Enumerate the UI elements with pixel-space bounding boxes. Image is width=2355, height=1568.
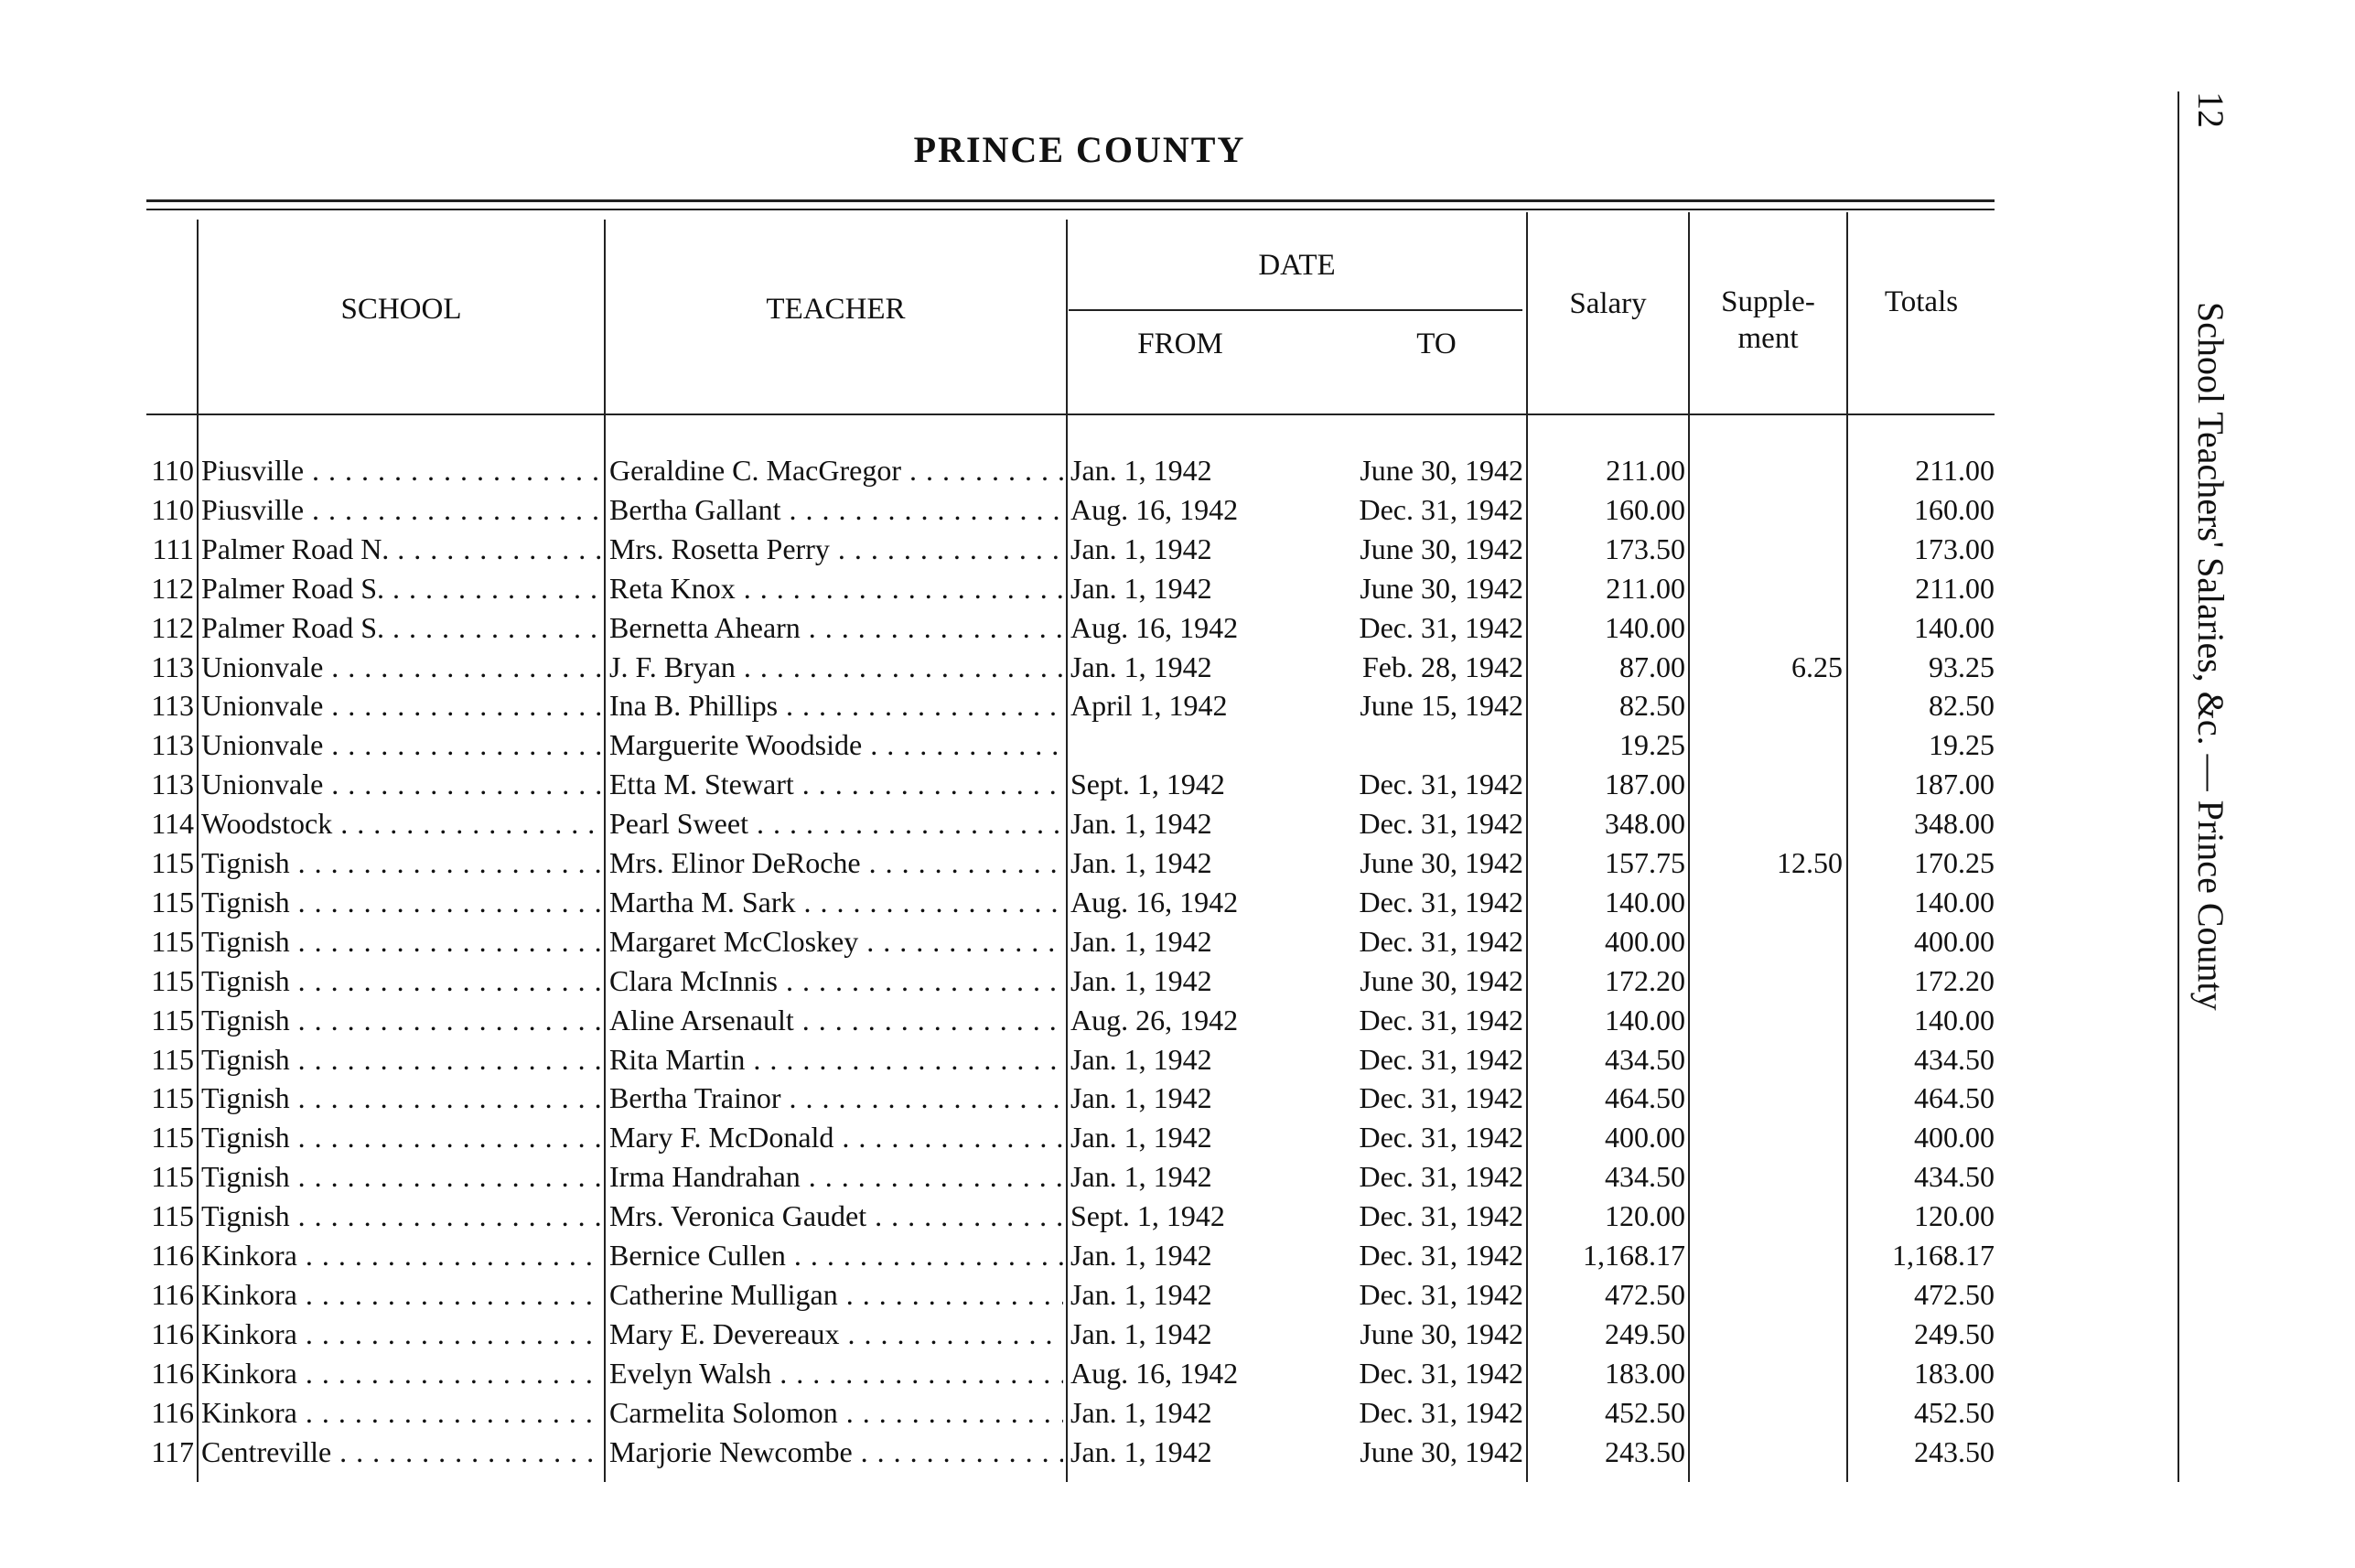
salary-value: 140.00	[1605, 610, 1685, 644]
date-to: Dec. 31, 1942	[1359, 1003, 1523, 1036]
school-number: 116	[151, 1395, 194, 1429]
teacher-name: Mrs. Veronica Gaudet . . .	[609, 1197, 1063, 1234]
salary-value: 19.25	[1619, 728, 1685, 762]
total-value: 400.00	[1914, 1121, 1995, 1155]
school-name: Kinkora . . .	[201, 1394, 602, 1431]
school-number: 116	[151, 1356, 194, 1390]
salary-value: 211.00	[1606, 454, 1685, 487]
school-name: Piusville . . .	[201, 452, 602, 489]
salary-value: 211.00	[1606, 571, 1685, 605]
salary-value: 464.50	[1605, 1081, 1685, 1115]
school-number: 115	[151, 1042, 194, 1076]
salary-value: 249.50	[1605, 1316, 1685, 1350]
col-rule-supplement	[1688, 212, 1690, 1482]
school-name: Kinkora . . .	[201, 1355, 602, 1391]
school-number: 115	[151, 924, 194, 958]
teacher-name: Carmelita Solomon . . .	[609, 1394, 1063, 1431]
date-to: Dec. 31, 1942	[1359, 1199, 1523, 1233]
school-number: 113	[151, 650, 194, 683]
school-number: 116	[151, 1316, 194, 1350]
teacher-name: Etta M. Stewart . . .	[609, 766, 1063, 802]
col-rule-salary	[1526, 212, 1528, 1482]
total-value: 452.50	[1914, 1395, 1995, 1429]
date-to: Feb. 28, 1942	[1362, 650, 1523, 683]
header-salary: Salary	[1569, 287, 1647, 320]
date-to: Dec. 31, 1942	[1359, 1160, 1523, 1194]
salary-value: 157.75	[1605, 846, 1685, 879]
date-to: June 30, 1942	[1360, 454, 1523, 487]
header-from: FROM	[1137, 328, 1223, 360]
top-rule	[146, 199, 1995, 202]
school-number: 115	[151, 963, 194, 997]
col-rule-date	[1066, 220, 1068, 1482]
salary-value: 243.50	[1605, 1434, 1685, 1468]
salary-value: 140.00	[1605, 1003, 1685, 1036]
total-value: 243.50	[1914, 1434, 1995, 1468]
school-name: Tignish . . .	[201, 923, 602, 960]
school-name: Kinkora . . .	[201, 1237, 602, 1273]
school-name: Tignish . . .	[201, 844, 602, 881]
salary-value: 348.00	[1605, 807, 1685, 841]
running-head	[2188, 91, 2232, 1011]
school-name: Unionvale . . .	[201, 726, 602, 763]
date-from: Sept. 1, 1942	[1070, 1199, 1225, 1233]
margin-rule	[2178, 91, 2179, 1482]
teacher-name: Bertha Gallant . . .	[609, 491, 1063, 528]
date-to: June 30, 1942	[1360, 1434, 1523, 1468]
total-value: 172.20	[1914, 963, 1995, 997]
salary-value: 434.50	[1605, 1160, 1685, 1194]
school-name: Tignish . . .	[201, 962, 602, 999]
date-to: June 15, 1942	[1360, 689, 1523, 723]
date-from: Jan. 1, 1942	[1070, 1121, 1212, 1155]
total-value: 140.00	[1914, 610, 1995, 644]
teacher-name: Irma Handrahan . . .	[609, 1158, 1063, 1195]
teacher-name: Clara McInnis . . .	[609, 962, 1063, 999]
teacher-name: Mary F. McDonald . . .	[609, 1119, 1063, 1155]
teacher-name: Mary E. Devereaux . . .	[609, 1316, 1063, 1352]
salary-value: 1,168.17	[1583, 1239, 1685, 1272]
total-value: 249.50	[1914, 1316, 1995, 1350]
salary-value: 400.00	[1605, 1121, 1685, 1155]
total-value: 400.00	[1914, 924, 1995, 958]
total-value: 19.25	[1929, 728, 1995, 762]
header-rule	[146, 413, 1995, 415]
total-value: 173.00	[1914, 532, 1995, 565]
salary-value: 120.00	[1605, 1199, 1685, 1233]
date-from: Jan. 1, 1942	[1070, 1316, 1212, 1350]
date-from: Jan. 1, 1942	[1070, 963, 1212, 997]
date-from: Jan. 1, 1942	[1070, 1081, 1212, 1115]
school-number: 110	[151, 492, 194, 526]
school-number: 111	[152, 532, 194, 565]
page-title: PRINCE COUNTY	[913, 129, 1246, 170]
school-name: Centreville . . .	[201, 1434, 602, 1470]
teacher-name: Aline Arsenault . . .	[609, 1002, 1063, 1038]
teacher-name: Marjorie Newcombe . . .	[609, 1434, 1063, 1470]
date-to: Dec. 31, 1942	[1359, 1121, 1523, 1155]
salary-value: 140.00	[1605, 885, 1685, 918]
school-name: Woodstock . . .	[201, 805, 602, 842]
date-to: Dec. 31, 1942	[1359, 768, 1523, 801]
header-to: TO	[1416, 328, 1457, 360]
teacher-name: Geraldine C. MacGregor . . .	[609, 452, 1063, 489]
teacher-name: Bernice Cullen . . .	[609, 1237, 1063, 1273]
school-name: Tignish . . .	[201, 1197, 602, 1234]
total-value: 187.00	[1914, 768, 1995, 801]
school-name: Unionvale . . .	[201, 649, 602, 685]
total-value: 170.25	[1914, 846, 1995, 879]
date-from: Jan. 1, 1942	[1070, 924, 1212, 958]
teacher-name: Evelyn Walsh . . .	[609, 1355, 1063, 1391]
school-number: 113	[151, 768, 194, 801]
date-to: June 30, 1942	[1360, 1316, 1523, 1350]
date-from: Jan. 1, 1942	[1070, 807, 1212, 841]
teacher-name: Ina B. Phillips . . .	[609, 687, 1063, 724]
school-number: 113	[151, 689, 194, 723]
header-school: SCHOOL	[340, 293, 462, 326]
school-name: Kinkora . . .	[201, 1276, 602, 1313]
school-name: Tignish . . .	[201, 1002, 602, 1038]
date-to: Dec. 31, 1942	[1359, 1356, 1523, 1390]
date-to: June 30, 1942	[1360, 571, 1523, 605]
running-head-text: School Teachers' Salaries, &c. — Prince County	[2190, 302, 2231, 1011]
date-from: Jan. 1, 1942	[1070, 571, 1212, 605]
header-supplement-line1: Supple-	[1721, 285, 1815, 318]
date-from: Jan. 1, 1942	[1070, 1160, 1212, 1194]
date-from: Jan. 1, 1942	[1070, 454, 1212, 487]
salary-value: 160.00	[1605, 492, 1685, 526]
date-from: Aug. 16, 1942	[1070, 610, 1239, 644]
school-number: 117	[151, 1434, 194, 1468]
teacher-name: Marguerite Woodside . . .	[609, 726, 1063, 763]
total-value: 472.50	[1914, 1277, 1995, 1311]
col-rule-totals	[1846, 212, 1848, 1482]
total-value: 160.00	[1914, 492, 1995, 526]
total-value: 464.50	[1914, 1081, 1995, 1115]
school-number: 116	[151, 1239, 194, 1272]
supplement-value: 6.25	[1791, 650, 1843, 683]
total-value: 120.00	[1914, 1199, 1995, 1233]
header-totals: Totals	[1884, 285, 1959, 318]
total-value: 1,168.17	[1892, 1239, 1995, 1272]
supplement-value: 12.50	[1777, 846, 1843, 879]
school-name: Tignish . . .	[201, 1041, 602, 1078]
date-to: Dec. 31, 1942	[1359, 610, 1523, 644]
teacher-name: Catherine Mulligan . . .	[609, 1276, 1063, 1313]
header-date: DATE	[1258, 249, 1336, 282]
teacher-name: Reta Knox . . .	[609, 570, 1063, 607]
header-teacher: TEACHER	[766, 293, 906, 326]
date-to: Dec. 31, 1942	[1359, 924, 1523, 958]
date-from: Jan. 1, 1942	[1070, 1434, 1212, 1468]
school-name: Unionvale . . .	[201, 687, 602, 724]
school-name: Tignish . . .	[201, 1079, 602, 1116]
date-to: Dec. 31, 1942	[1359, 1277, 1523, 1311]
school-name: Palmer Road N. . . .	[201, 531, 602, 567]
date-from: Aug. 16, 1942	[1070, 885, 1239, 918]
total-value: 434.50	[1914, 1160, 1995, 1194]
date-from: Jan. 1, 1942	[1070, 650, 1212, 683]
teacher-name: J. F. Bryan . . .	[609, 649, 1063, 685]
salary-value: 187.00	[1605, 768, 1685, 801]
salary-value: 87.00	[1619, 650, 1685, 683]
teacher-name: Margaret McCloskey . . .	[609, 923, 1063, 960]
school-name: Unionvale . . .	[201, 766, 602, 802]
date-from: Jan. 1, 1942	[1070, 1395, 1212, 1429]
school-name: Tignish . . .	[201, 1119, 602, 1155]
teacher-name: Martha M. Sark . . .	[609, 884, 1063, 920]
salary-value: 400.00	[1605, 924, 1685, 958]
teacher-name: Rita Martin . . .	[609, 1041, 1063, 1078]
date-from: Jan. 1, 1942	[1070, 846, 1212, 879]
col-rule-school	[197, 220, 199, 1482]
school-number: 116	[151, 1277, 194, 1311]
date-to: Dec. 31, 1942	[1359, 807, 1523, 841]
salary-value: 452.50	[1605, 1395, 1685, 1429]
school-number: 115	[151, 885, 194, 918]
salary-value: 172.20	[1605, 963, 1685, 997]
date-from: Sept. 1, 1942	[1070, 768, 1225, 801]
date-from: Aug. 26, 1942	[1070, 1003, 1239, 1036]
teacher-name: Bernetta Ahearn . . .	[609, 609, 1063, 646]
col-rule-teacher	[604, 220, 606, 1482]
salary-value: 82.50	[1619, 689, 1685, 723]
page-number: 12	[2190, 91, 2231, 128]
total-value: 140.00	[1914, 1003, 1995, 1036]
school-number: 115	[151, 1121, 194, 1155]
date-to: June 30, 1942	[1360, 846, 1523, 879]
date-to: Dec. 31, 1942	[1359, 1081, 1523, 1115]
date-to: June 30, 1942	[1360, 963, 1523, 997]
school-name: Piusville . . .	[201, 491, 602, 528]
total-value: 82.50	[1929, 689, 1995, 723]
teacher-name: Bertha Trainor . . .	[609, 1079, 1063, 1116]
school-number: 115	[151, 1199, 194, 1233]
salary-value: 183.00	[1605, 1356, 1685, 1390]
date-from: Jan. 1, 1942	[1070, 1277, 1212, 1311]
school-name: Tignish . . .	[201, 1158, 602, 1195]
school-number: 115	[151, 1003, 194, 1036]
total-value: 211.00	[1915, 571, 1995, 605]
school-number: 115	[151, 1160, 194, 1194]
teacher-name: Pearl Sweet . . .	[609, 805, 1063, 842]
header-supplement	[1690, 284, 1846, 357]
date-to: Dec. 31, 1942	[1359, 492, 1523, 526]
salary-value: 173.50	[1605, 532, 1685, 565]
total-value: 93.25	[1929, 650, 1995, 683]
school-number: 112	[151, 571, 194, 605]
date-from: Jan. 1, 1942	[1070, 532, 1212, 565]
total-value: 348.00	[1914, 807, 1995, 841]
school-number: 112	[151, 610, 194, 644]
date-to: Dec. 31, 1942	[1359, 885, 1523, 918]
total-value: 140.00	[1914, 885, 1995, 918]
school-number: 115	[151, 846, 194, 879]
date-to: June 30, 1942	[1360, 532, 1523, 565]
date-subrule	[1069, 309, 1522, 311]
school-number: 114	[151, 807, 194, 841]
date-to: Dec. 31, 1942	[1359, 1395, 1523, 1429]
school-number: 115	[151, 1081, 194, 1115]
date-from: Aug. 16, 1942	[1070, 492, 1239, 526]
date-to: Dec. 31, 1942	[1359, 1239, 1523, 1272]
total-value: 434.50	[1914, 1042, 1995, 1076]
date-from: Jan. 1, 1942	[1070, 1239, 1212, 1272]
school-name: Tignish . . .	[201, 884, 602, 920]
teacher-name: Mrs. Rosetta Perry . . .	[609, 531, 1063, 567]
total-value: 211.00	[1915, 454, 1995, 487]
school-number: 110	[151, 454, 194, 487]
date-from: Aug. 16, 1942	[1070, 1356, 1239, 1390]
school-number: 113	[151, 728, 194, 762]
salary-value: 472.50	[1605, 1277, 1685, 1311]
header-supplement-line2: ment	[1737, 322, 1799, 355]
salary-value: 434.50	[1605, 1042, 1685, 1076]
school-name: Palmer Road S. . . .	[201, 609, 602, 646]
date-to: Dec. 31, 1942	[1359, 1042, 1523, 1076]
teacher-name: Mrs. Elinor DeRoche . . .	[609, 844, 1063, 881]
school-name: Palmer Road S. . . .	[201, 570, 602, 607]
date-from: Jan. 1, 1942	[1070, 1042, 1212, 1076]
total-value: 183.00	[1914, 1356, 1995, 1390]
date-from: April 1, 1942	[1070, 689, 1228, 723]
school-name: Kinkora . . .	[201, 1316, 602, 1352]
top-rule-inner	[146, 209, 1995, 210]
